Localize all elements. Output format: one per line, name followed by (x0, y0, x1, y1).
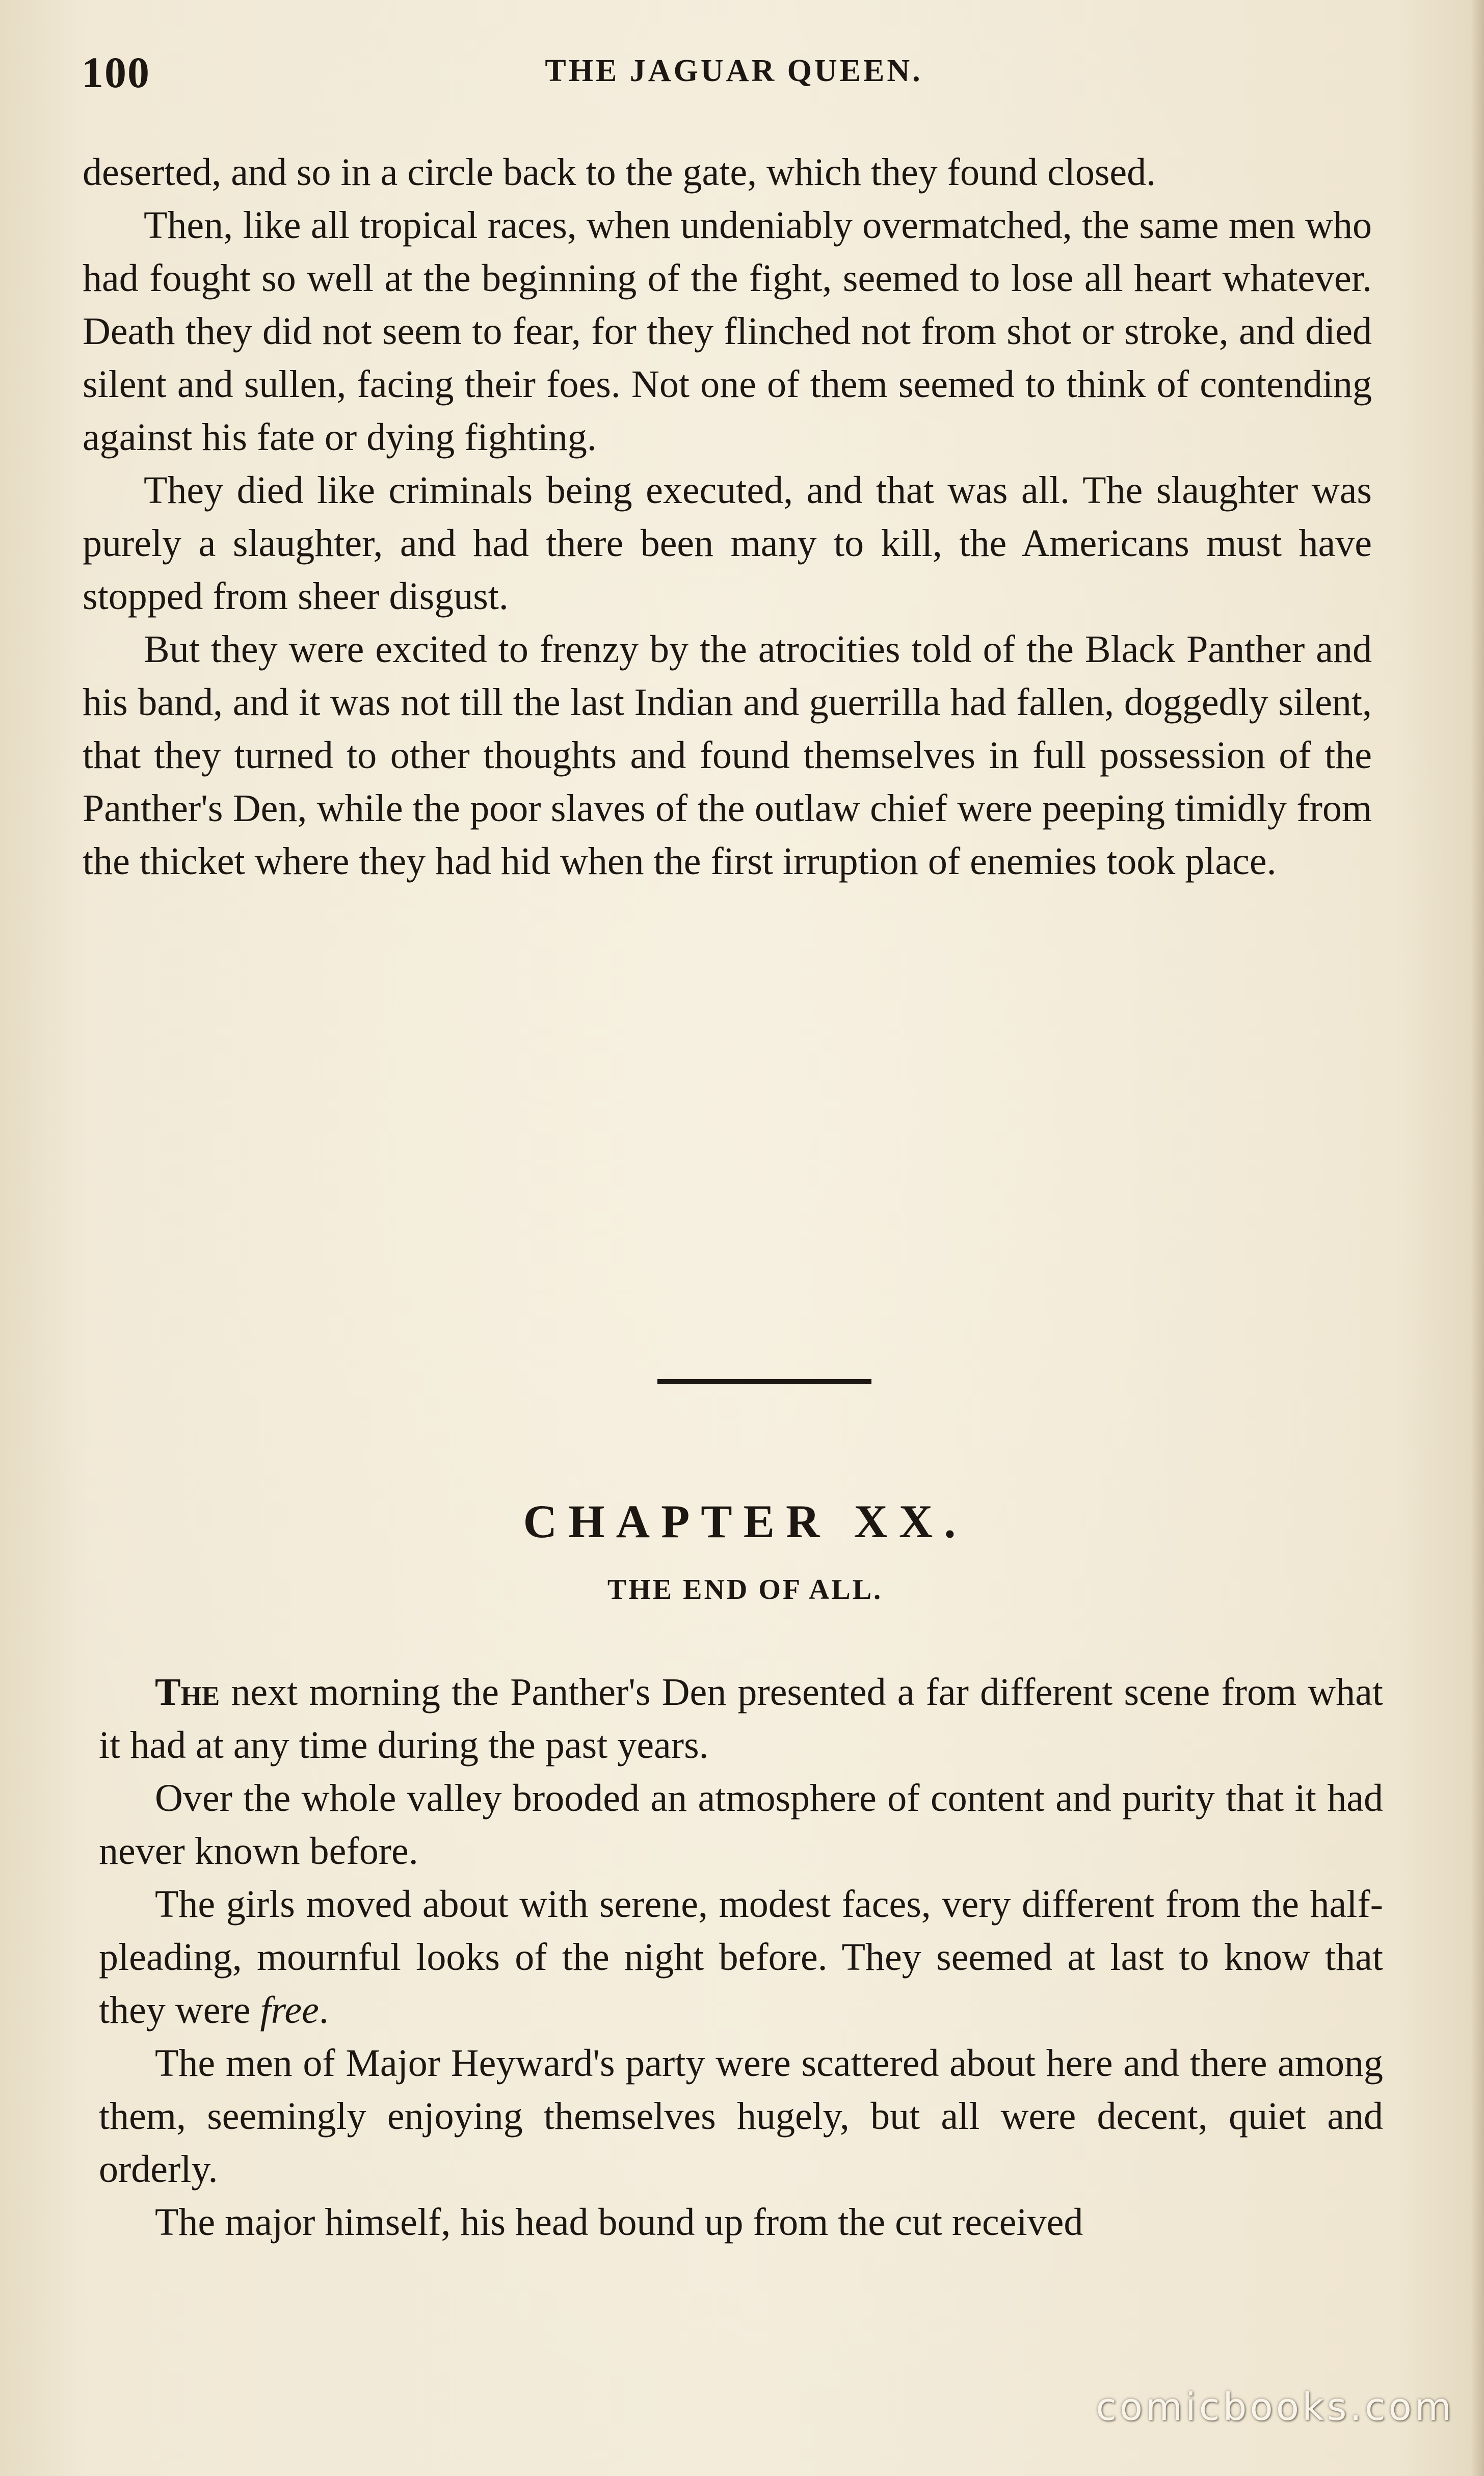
paragraph-text: . (319, 1989, 329, 2032)
chapter-subtitle: THE END OF ALL. (607, 1574, 883, 1605)
paragraph: They died like criminals being executed, and that was all. The slaughter was purely a slaughter, and had there been many to kill, the Americans must have stopped from sheer disgust. (83, 469, 1372, 618)
watermark: comicbooks.com (1096, 2385, 1454, 2429)
paragraph: But they were excited to frenzy by the atrocities told of the Black Panther and his band, and it was not till the last Indian and guerrilla had fallen, doggedly silent, that they turned to other thoughts and found themselves in full possession of the Panther's Den, while the poor slaves of the outlaw chief were peeping timidly from the thicket where they had hid when the first irruption of enemies took place. (83, 628, 1372, 883)
paragraph-text: The girls moved about with serene, modest faces, very different from the half-pleading, mournful looks of the night before. They seemed at last to know that they were (99, 1883, 1383, 2032)
emphasis-word: free (260, 1989, 319, 2032)
page-edge-shadow (1471, 0, 1484, 2476)
running-title: THE JAGUAR QUEEN. (545, 54, 923, 88)
chapter-header (83, 1493, 1408, 1608)
paragraph: deserted, and so in a circle back to the gate, which they found closed. (83, 151, 1156, 194)
body-text (83, 146, 1372, 888)
chapter-first-paragraph (99, 1666, 1383, 1772)
chapter-first-paragraph-text: next morning the Panther's Den presented a far different scene from what it had at any time during the past years. (99, 1671, 1383, 1767)
paragraph: Over the whole valley brooded an atmosphere of content and purity that it had never known before. (99, 1777, 1383, 1873)
chapter-opening-word: The (155, 1671, 220, 1714)
paragraph: Then, like all tropical races, when undeniably overmatched, the same men who had fought so well at the beginning of the fight, seemed to lose all heart whatever. Death they did not seem to fear, for they flinched not from shot or stroke, and died silent and sullen, facing their foes. Not one of them seemed to think of contending against his fate or dying fighting. (83, 204, 1372, 459)
running-head (82, 47, 1386, 103)
chapter-text (99, 1666, 1383, 2249)
paragraph: The men of Major Heyward's party were scattered about here and there among them, seemingly enjoying themselves hugely, but all were decent, quiet and orderly. (99, 2042, 1383, 2191)
paragraph: The major himself, his head bound up from the cut received (155, 2201, 1083, 2244)
section-divider (657, 1379, 871, 1384)
paragraph (99, 1878, 1383, 2037)
chapter-heading: CHAPTER XX. (523, 1495, 967, 1547)
page-number: 100 (82, 48, 150, 97)
